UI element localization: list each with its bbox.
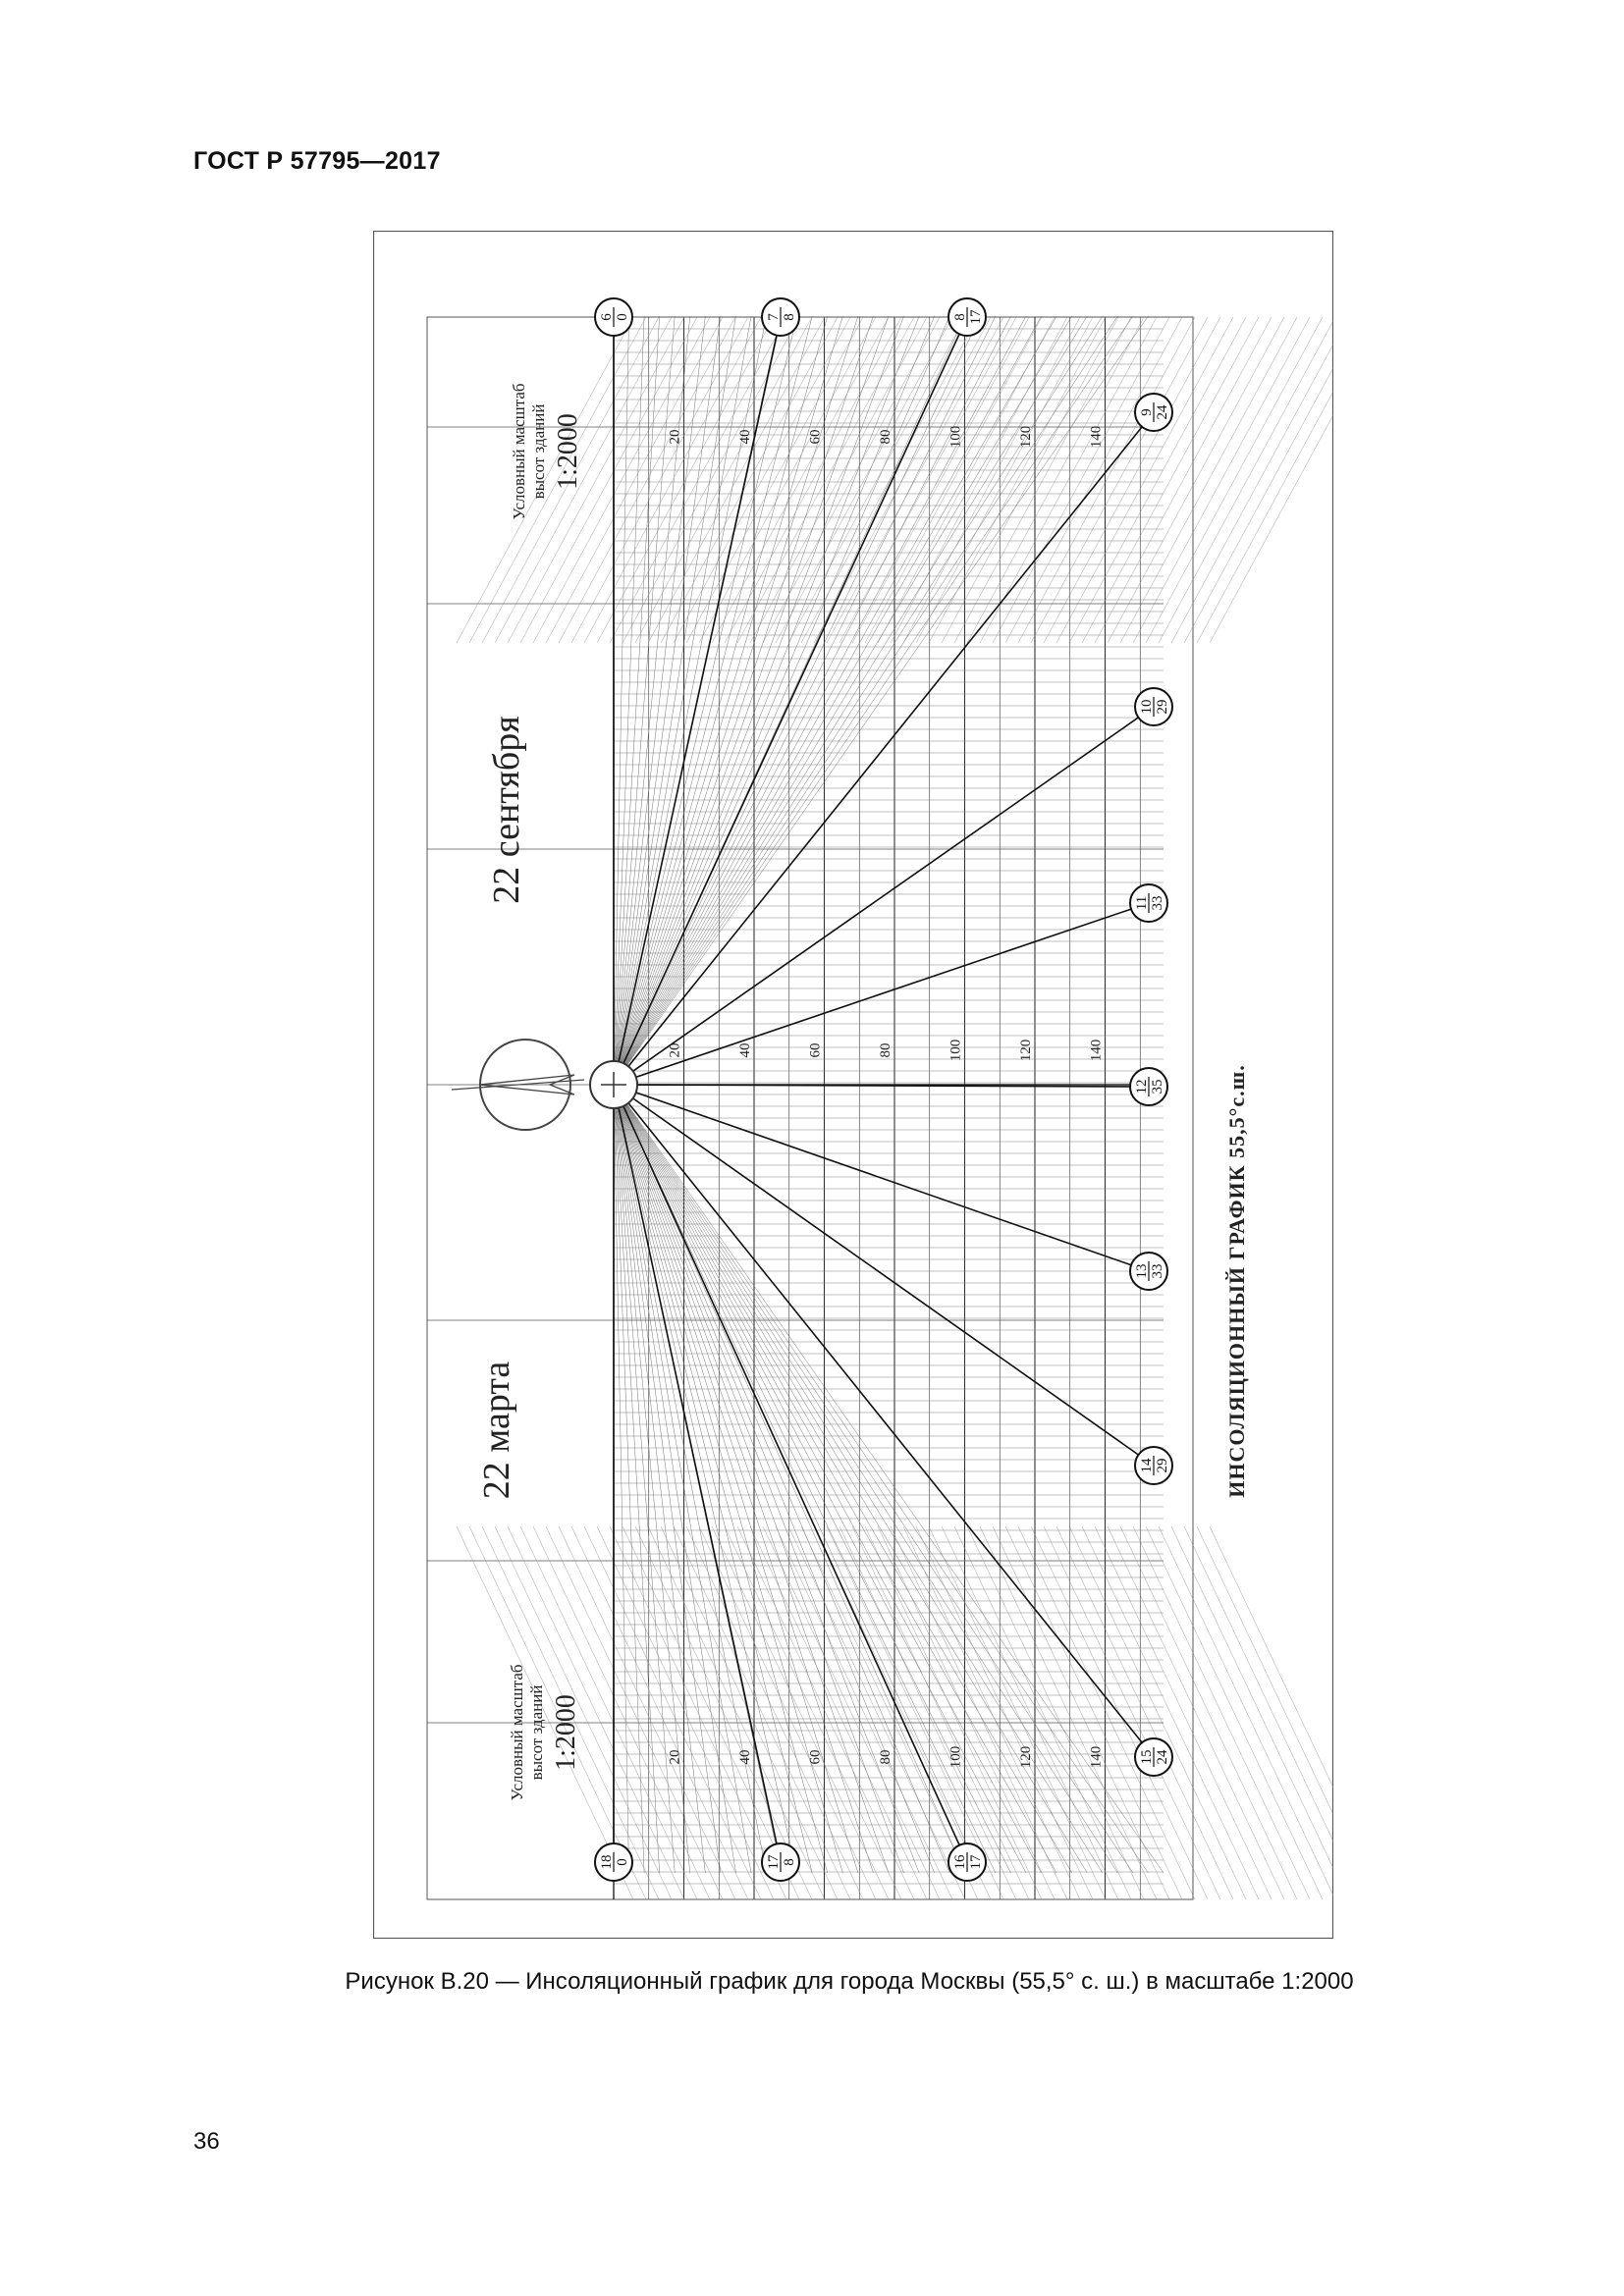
- shade-line: [1120, 1526, 1297, 1899]
- shade-line: [852, 1526, 1029, 1899]
- hour-ray-line: [614, 412, 1154, 1085]
- hour-marker-hour: 17: [766, 1854, 782, 1870]
- shade-line: [1108, 1526, 1284, 1899]
- hour-marker-hour: 12: [1134, 1079, 1150, 1095]
- shade-line: [1197, 317, 1333, 643]
- height-tick-label-bottom: 80: [878, 1749, 893, 1765]
- thin-ray-line: [614, 1085, 1117, 1873]
- shade-line: [891, 317, 1067, 643]
- hour-marker-hour: 10: [1139, 699, 1155, 715]
- shade-line: [584, 317, 761, 643]
- shade-line: [1171, 317, 1333, 643]
- shade-line: [1171, 1526, 1333, 1899]
- height-tick-label-bottom: 40: [737, 1749, 753, 1765]
- shade-line: [1120, 317, 1297, 643]
- thin-ray-line: [614, 1085, 904, 1873]
- hour-marker-minute: 35: [1150, 1079, 1165, 1095]
- shade-line: [699, 317, 876, 643]
- document-header: ГОСТ Р 57795—2017: [193, 147, 441, 175]
- date-september-label: 22 сентября: [486, 716, 527, 904]
- hour-marker-minute: 8: [782, 313, 797, 321]
- shade-line: [648, 317, 825, 643]
- shade-line: [1018, 1526, 1195, 1899]
- hour-marker-hour: 8: [952, 313, 968, 321]
- shade-line: [712, 317, 889, 643]
- thin-ray-line: [614, 316, 1087, 1085]
- shade-line: [776, 1526, 952, 1899]
- shade-line: [1069, 317, 1246, 643]
- height-tick-label-top: 100: [947, 425, 964, 449]
- height-tick-label-axis: 20: [667, 1042, 683, 1058]
- height-tick-label-axis: 120: [1018, 1039, 1034, 1062]
- shade-line: [1108, 317, 1284, 643]
- hour-marker: [948, 298, 986, 336]
- height-tick-label-bottom: 60: [807, 1749, 824, 1765]
- chart-grid: [427, 317, 1164, 1899]
- shade-line: [827, 317, 1003, 643]
- shade-line: [929, 317, 1106, 643]
- shade-line: [750, 317, 927, 643]
- hour-ray-line: [614, 707, 1154, 1085]
- shade-line: [1095, 1526, 1272, 1899]
- shade-line: [661, 317, 838, 643]
- hour-marker-hour: 11: [1134, 895, 1150, 911]
- hour-ray-line: [614, 1085, 967, 1862]
- scale-label-bottom-line2: высот зданий: [527, 1684, 546, 1781]
- date-march-label: 22 марта: [476, 1361, 517, 1500]
- shade-line: [839, 1526, 1016, 1899]
- height-tick-label-axis: 100: [947, 1039, 964, 1062]
- hour-marker-minute: 17: [968, 309, 984, 325]
- shade-line: [916, 317, 1093, 643]
- hour-marker-minute: 24: [1155, 404, 1170, 420]
- scale-label-top-line2: высот зданий: [529, 403, 548, 500]
- scale-label-top-line1: Условный масштаб: [510, 383, 528, 520]
- hour-marker-minute: 0: [615, 1858, 630, 1866]
- thin-ray-line: [614, 316, 675, 1085]
- hour-marker-minute: 0: [615, 313, 630, 321]
- shade-line: [929, 1526, 1106, 1899]
- height-tick-label-axis: 40: [737, 1042, 753, 1058]
- height-tick-label-bottom: 100: [947, 1745, 964, 1769]
- hour-ray-line: [614, 1085, 1154, 1757]
- shade-line: [852, 317, 1029, 643]
- shade-line: [942, 317, 1118, 643]
- height-tick-label-top: 140: [1088, 425, 1105, 449]
- hour-ray-line: [614, 317, 781, 1085]
- shade-line: [1031, 1526, 1208, 1899]
- shade-line: [1159, 1526, 1333, 1899]
- thin-ray-line: [614, 316, 904, 1085]
- hour-marker: [1135, 688, 1172, 725]
- shade-line: [878, 317, 1055, 643]
- shade-line: [725, 1526, 901, 1899]
- shade-line: [737, 317, 914, 643]
- hour-marker: [1135, 394, 1172, 431]
- hour-marker: [1130, 1253, 1167, 1290]
- scale-value-bottom: 1:2000: [551, 1694, 581, 1771]
- figure-caption: Рисунок В.20 — Инсоляционный график для города Москвы (55,5° с. ш.) в масштабе 1:2000: [345, 1968, 1354, 1995]
- hour-marker-hour: 15: [1139, 1749, 1155, 1765]
- shade-line: [1159, 317, 1333, 643]
- shade-line: [725, 317, 901, 643]
- shade-line: [559, 1526, 735, 1899]
- hour-marker: [762, 1843, 799, 1881]
- thin-ray-line: [614, 316, 1117, 1085]
- graph-title: ИНСОЛЯЦИОННЫЙ ГРАФИК 55,5°с.ш.: [1224, 1064, 1249, 1498]
- hour-marker-minute: 17: [968, 1854, 984, 1870]
- height-tick-label-axis: 80: [878, 1042, 893, 1058]
- hour-marker: [948, 1843, 986, 1881]
- shade-line: [827, 1526, 1003, 1899]
- shade-line: [686, 317, 863, 643]
- hour-marker-hour: 14: [1139, 1458, 1155, 1473]
- height-tick-label-top: 60: [807, 429, 824, 445]
- hour-marker-hour: 6: [599, 313, 615, 321]
- hour-marker-minute: 33: [1150, 1263, 1165, 1279]
- hour-marker: [1135, 1738, 1172, 1776]
- hour-marker-hour: 13: [1134, 1263, 1150, 1279]
- hour-marker-minute: 8: [782, 1858, 797, 1866]
- scale-label-bottom-line1: Условный масштаб: [508, 1664, 526, 1801]
- hour-marker: [595, 1843, 632, 1881]
- height-tick-label-top: 120: [1018, 425, 1034, 449]
- shade-line: [1133, 1526, 1310, 1899]
- shade-line: [571, 1526, 748, 1899]
- height-tick-label-top: 80: [878, 429, 893, 445]
- hour-ray-line: [614, 1085, 781, 1862]
- hour-marker-hour: 16: [952, 1854, 968, 1870]
- shade-line: [1005, 317, 1182, 643]
- shade-line: [1056, 1526, 1233, 1899]
- hour-marker-minute: 29: [1155, 1458, 1170, 1473]
- thin-ray-line: [614, 1085, 828, 1873]
- insolation-chart-figure: [373, 231, 1333, 1939]
- height-tick-label-axis: 140: [1088, 1039, 1105, 1062]
- hour-ray-line: [614, 1085, 1149, 1271]
- hour-marker-minute: 24: [1155, 1749, 1170, 1765]
- thin-ray-line: [614, 316, 949, 1085]
- height-tick-label-bottom: 20: [667, 1749, 683, 1765]
- thin-ray-line: [614, 1085, 1087, 1873]
- shade-line: [1146, 317, 1323, 643]
- shade-line: [980, 1526, 1157, 1899]
- hour-marker: [1135, 1447, 1172, 1484]
- shade-line: [559, 317, 735, 643]
- shade-line: [1082, 317, 1259, 643]
- shade-line: [1018, 317, 1195, 643]
- hour-marker-minute: 29: [1155, 699, 1170, 715]
- hour-marker: [1130, 1068, 1167, 1105]
- thin-ray-line: [614, 316, 828, 1085]
- shade-line: [1069, 1526, 1246, 1899]
- page-number: 36: [193, 2128, 220, 2155]
- height-tick-label-bottom: 140: [1088, 1745, 1105, 1769]
- hour-marker-hour: 18: [599, 1854, 615, 1870]
- height-ticks: [668, 426, 1105, 1769]
- height-tick-label-axis: 60: [807, 1042, 824, 1058]
- shade-line: [891, 1526, 1067, 1899]
- shade-line: [1056, 317, 1233, 643]
- shade-line: [916, 1526, 1093, 1899]
- height-tick-label-top: 20: [667, 429, 683, 445]
- shade-line: [993, 317, 1169, 643]
- height-tick-label-bottom: 120: [1018, 1745, 1034, 1769]
- shade-line: [1005, 1526, 1182, 1899]
- hour-marker: [1130, 884, 1167, 922]
- shade-line: [1197, 1526, 1333, 1899]
- height-tick-label-top: 40: [737, 429, 753, 445]
- shade-line: [1133, 317, 1310, 643]
- hour-marker-hour: 7: [766, 313, 782, 321]
- shade-line: [712, 1526, 889, 1899]
- insolation-chart-svg: [373, 231, 1333, 1939]
- shade-line: [1082, 1526, 1259, 1899]
- shade-line: [597, 1526, 774, 1899]
- thin-ray-line: [614, 316, 812, 1085]
- hour-marker: [595, 298, 632, 336]
- scale-value-top: 1:2000: [553, 413, 583, 490]
- thin-ray-line: [614, 316, 629, 1085]
- shade-line: [1210, 1526, 1333, 1899]
- shade-line: [1146, 1526, 1323, 1899]
- hour-marker-hour: 9: [1139, 408, 1155, 416]
- shade-line: [1031, 317, 1208, 643]
- shade-line: [980, 317, 1157, 643]
- shade-line: [1095, 317, 1272, 643]
- hour-marker-minute: 33: [1150, 895, 1165, 911]
- shade-line: [788, 1526, 965, 1899]
- shade-line: [1210, 317, 1333, 643]
- shade-line: [993, 1526, 1169, 1899]
- hour-markers: [595, 298, 1172, 1881]
- shade-line: [967, 317, 1144, 643]
- hour-marker: [762, 298, 799, 336]
- thin-ray-line: [614, 316, 644, 1085]
- thin-ray-line: [614, 1085, 675, 1873]
- shade-line: [597, 317, 774, 643]
